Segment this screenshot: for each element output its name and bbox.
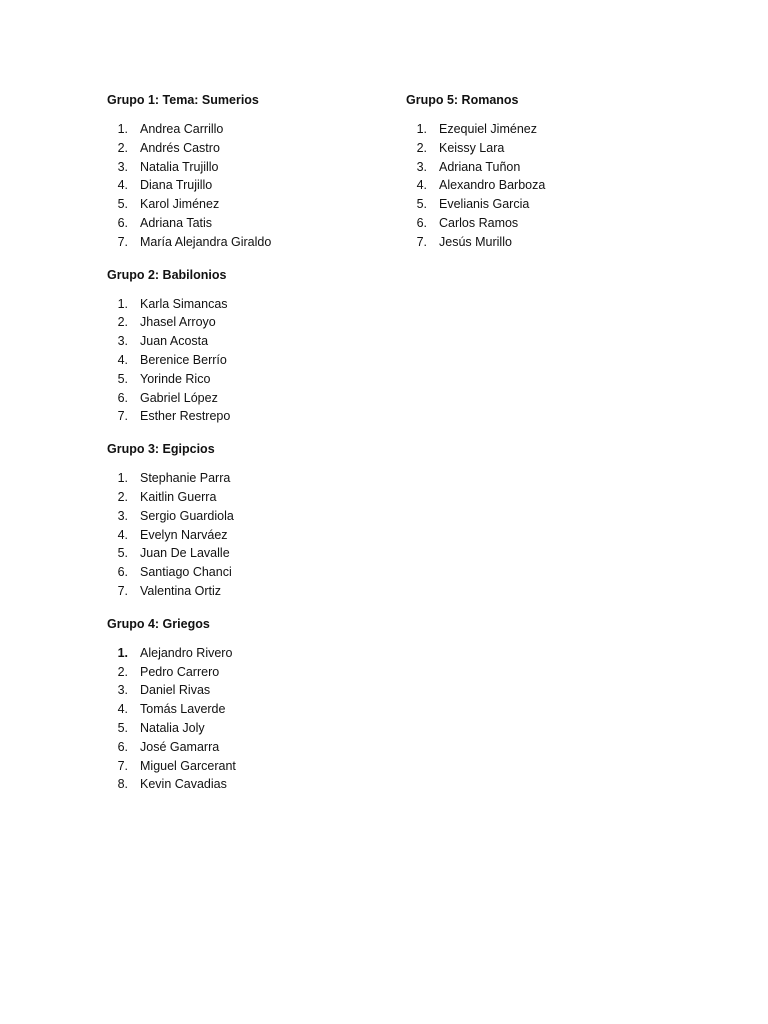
list-item (107, 681, 387, 700)
member-name: Carlos Ramos (439, 215, 519, 230)
list-item (406, 214, 686, 233)
list-item-number: 2. (117, 489, 128, 504)
list-item-number: 7. (117, 758, 128, 773)
list-item (107, 195, 387, 214)
list-item (107, 139, 387, 158)
group-section (107, 267, 387, 427)
list-item-number: 6. (117, 215, 128, 230)
group-title: Grupo 2: Babilonios (107, 267, 227, 282)
list-item-number: 6. (416, 215, 427, 230)
member-list (107, 295, 387, 427)
list-item (107, 544, 387, 563)
list-item-number: 1. (416, 122, 427, 136)
list-item (406, 176, 686, 195)
member-name: Stephanie Parra (140, 471, 231, 486)
member-name: Karol Jiménez (140, 197, 220, 212)
list-item-number: 2. (416, 140, 427, 155)
list-item (406, 158, 686, 177)
list-item (107, 295, 387, 314)
member-list (107, 644, 387, 794)
group-section (107, 616, 387, 794)
list-item (107, 738, 387, 757)
list-item (107, 332, 387, 351)
member-name: Miguel Garcerant (140, 758, 236, 773)
list-item (107, 663, 387, 682)
member-name: Kaitlin Guerra (140, 489, 217, 504)
member-name: Pedro Carrero (140, 664, 220, 679)
group-title: Grupo 1: Tema: Sumerios (107, 93, 259, 107)
list-item (107, 158, 387, 177)
list-item (406, 233, 686, 252)
list-item (406, 120, 686, 139)
member-name: Natalia Trujillo (140, 159, 219, 174)
member-name: María Alejandra Giraldo (140, 234, 272, 249)
member-list (107, 469, 387, 601)
list-item-number: 6. (117, 565, 128, 580)
group-section (107, 441, 387, 601)
list-item-number: 4. (117, 702, 128, 717)
member-name: Valentina Ortiz (140, 583, 222, 598)
list-item (107, 719, 387, 738)
list-item-number: 4. (117, 352, 128, 367)
member-name: Yorinde Rico (140, 371, 211, 386)
member-name: Tomás Laverde (140, 702, 226, 717)
list-item-number: 5. (117, 197, 128, 212)
list-item-number: 5. (117, 546, 128, 561)
member-name: Andrea Carrillo (140, 122, 224, 136)
list-item-number: 3. (117, 334, 128, 349)
list-item (107, 700, 387, 719)
list-item-number: 7. (117, 409, 128, 424)
list-item-number: 5. (416, 197, 427, 212)
list-item (107, 488, 387, 507)
member-name: Esther Restrepo (140, 409, 231, 424)
list-item (107, 407, 387, 426)
list-item-number: 3. (117, 683, 128, 698)
list-item (107, 351, 387, 370)
list-item-number: 8. (117, 777, 128, 792)
member-name: Santiago Chanci (140, 565, 232, 580)
member-name: Natalia Joly (140, 720, 205, 735)
left-column (107, 92, 387, 809)
list-item (107, 775, 387, 794)
list-item-number: 3. (117, 159, 128, 174)
member-name: Alexandro Barboza (439, 178, 546, 193)
list-item (107, 757, 387, 776)
list-item (107, 214, 387, 233)
list-item (107, 120, 387, 139)
list-item-number: 1. (117, 296, 128, 311)
group-section (107, 92, 387, 252)
member-name: Jesús Murillo (439, 234, 512, 249)
list-item (107, 526, 387, 545)
list-item-number: 1. (117, 471, 128, 486)
group-title: Grupo 5: Romanos (406, 93, 519, 107)
list-item-number: 6. (117, 390, 128, 405)
member-name: Jhasel Arroyo (140, 315, 216, 330)
list-item-number: 6. (117, 739, 128, 754)
member-name: Evelyn Narváez (140, 527, 228, 542)
member-name: Kevin Cavadias (140, 777, 227, 792)
member-name: Gabriel López (140, 390, 218, 405)
list-item (107, 563, 387, 582)
list-item-number: 3. (416, 159, 427, 174)
group-title: Grupo 4: Griegos (107, 616, 210, 631)
list-item (107, 644, 387, 663)
list-item (406, 195, 686, 214)
list-item (107, 389, 387, 408)
list-item (107, 370, 387, 389)
list-item (107, 469, 387, 488)
list-item-number: 7. (117, 234, 128, 249)
list-item-number: 2. (117, 664, 128, 679)
member-name: Adriana Tatis (140, 215, 213, 230)
member-name: José Gamarra (140, 739, 220, 754)
member-name: Juan Acosta (140, 334, 209, 349)
member-name: Diana Trujillo (140, 178, 213, 193)
member-name: Alejandro Rivero (140, 645, 233, 660)
list-item (107, 582, 387, 601)
list-item (107, 507, 387, 526)
member-name: Evelianis Garcia (439, 197, 530, 212)
list-item-number: 4. (117, 527, 128, 542)
member-name: Daniel Rivas (140, 683, 211, 698)
list-item-number: 5. (117, 720, 128, 735)
list-item-number: 1. (117, 122, 128, 136)
list-item-number: 5. (117, 371, 128, 386)
list-item (406, 139, 686, 158)
list-item-number: 3. (117, 508, 128, 523)
member-list (406, 120, 686, 252)
list-item-number: 4. (117, 178, 128, 193)
member-name: Berenice Berrío (140, 352, 227, 367)
member-name: Juan De Lavalle (140, 546, 230, 561)
list-item-number: 2. (117, 140, 128, 155)
member-list (107, 120, 387, 252)
member-name: Andrés Castro (140, 140, 220, 155)
member-name: Adriana Tuñon (439, 159, 521, 174)
list-item (107, 176, 387, 195)
list-item-number: 7. (117, 583, 128, 598)
group-title: Grupo 3: Egipcios (107, 442, 215, 457)
list-item-number: 4. (416, 178, 427, 193)
list-item (107, 313, 387, 332)
list-item-number: 1. (117, 645, 128, 660)
group-section (406, 92, 686, 252)
right-column (406, 92, 686, 267)
member-name: Karla Simancas (140, 296, 228, 311)
member-name: Keissy Lara (439, 140, 505, 155)
list-item-number: 2. (117, 315, 128, 330)
list-item-number: 7. (416, 234, 427, 249)
list-item (107, 233, 387, 252)
member-name: Sergio Guardiola (140, 508, 234, 523)
member-name: Ezequiel Jiménez (439, 122, 537, 136)
